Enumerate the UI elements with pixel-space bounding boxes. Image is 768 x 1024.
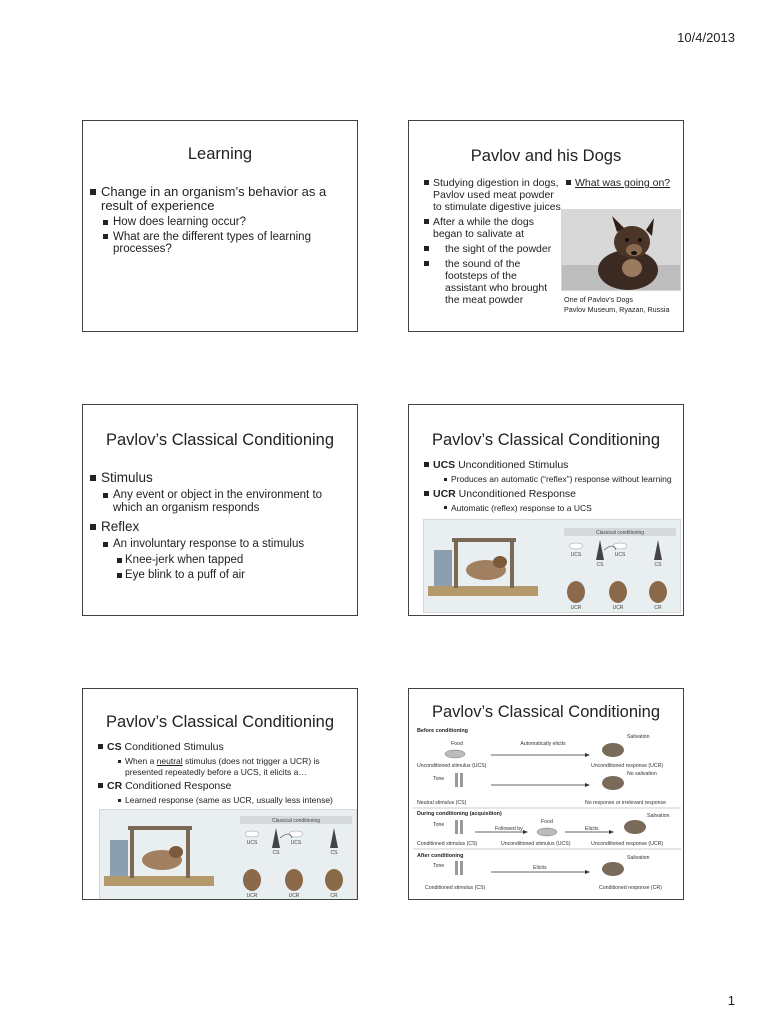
slide-pavlov-dogs bbox=[408, 120, 684, 332]
svg-text:No response or irrelevant resp: No response or irrelevant response bbox=[585, 800, 667, 806]
sub-sub-bullet: Knee-jerk when tapped bbox=[87, 554, 351, 567]
page-date: 10/4/2013 bbox=[677, 30, 735, 45]
svg-text:UCR: UCR bbox=[246, 893, 258, 899]
slide-title: Pavlov and his Dogs bbox=[470, 147, 622, 165]
svg-text:Classical conditioning: Classical conditioning bbox=[271, 818, 321, 824]
bullet: Change in an organism’s behavior as a result of experience bbox=[87, 185, 351, 213]
sub-bullet: the sight of the powder bbox=[413, 243, 561, 255]
bullet: CS Conditioned Stimulus bbox=[87, 741, 355, 753]
svg-text:Food: Food bbox=[451, 741, 463, 747]
svg-text:UCS: UCS bbox=[570, 552, 582, 558]
svg-text:Elicits: Elicits bbox=[585, 826, 599, 832]
svg-text:CS: CS bbox=[330, 850, 338, 856]
slide-body bbox=[87, 471, 351, 584]
slide-title: Pavlov’s Classical Conditioning bbox=[431, 431, 661, 449]
svg-text:Automatically elicits: Automatically elicits bbox=[520, 741, 566, 747]
slide-classical-conditioning-2 bbox=[408, 404, 684, 616]
sub-bullet: Any event or object in the environment to which an organism responds bbox=[87, 489, 351, 514]
svg-text:Food: Food bbox=[541, 819, 553, 825]
slide-classical-conditioning-3 bbox=[82, 688, 358, 900]
bullet: UCS Unconditioned Stimulus bbox=[413, 459, 681, 471]
svg-text:After conditioning: After conditioning bbox=[417, 853, 464, 859]
svg-text:UCR: UCR bbox=[288, 893, 300, 899]
bullet: Studying digestion in dogs, Pavlov used meat powder to stimulate digestive juices bbox=[413, 177, 561, 213]
svg-text:CS: CS bbox=[654, 562, 662, 568]
sub-sub-bullet: Eye blink to a puff of air bbox=[87, 569, 351, 582]
svg-text:Conditioned stimulus (CS): Conditioned stimulus (CS) bbox=[417, 841, 478, 847]
slide-title: Pavlov’s Classical Conditioning bbox=[431, 703, 661, 721]
slide-classical-conditioning-4 bbox=[408, 688, 684, 900]
svg-text:Followed by: Followed by bbox=[495, 826, 523, 832]
sub-bullet: What are the different types of learning processes? bbox=[87, 231, 351, 256]
slide-title: Learning bbox=[187, 145, 253, 163]
svg-text:UCS: UCS bbox=[290, 840, 302, 846]
slide-body bbox=[413, 459, 681, 516]
svg-text:Salivation: Salivation bbox=[627, 855, 650, 861]
svg-text:Elicits: Elicits bbox=[533, 865, 547, 871]
photo-caption: One of Pavlov’s Dogs Pavlov Museum, Ryazan, Russia bbox=[564, 295, 670, 314]
bullet: Reflex bbox=[87, 520, 351, 534]
svg-text:CR: CR bbox=[654, 605, 662, 611]
sub-bullet: Learned response (same as UCR, usually less intense) bbox=[87, 795, 355, 806]
slide-title: Pavlov’s Classical Conditioning bbox=[105, 431, 335, 449]
conditioning-figure bbox=[423, 519, 681, 613]
svg-text:Tone: Tone bbox=[433, 822, 445, 828]
sub-bullet: When a neutral stimulus (does not trigger a UCR) is presented repeatedly before a UCS, it elicits a… bbox=[87, 756, 355, 777]
sub-bullet: An involuntary response to a stimulus bbox=[87, 538, 351, 551]
svg-text:Unconditioned stimulus (UCS): Unconditioned stimulus (UCS) bbox=[417, 763, 487, 769]
conditioning-figure bbox=[99, 809, 357, 900]
bullet: UCR Unconditioned Response bbox=[413, 488, 681, 500]
svg-text:Unconditioned response (UCR): Unconditioned response (UCR) bbox=[591, 841, 664, 847]
svg-text:Conditioned response (CR): Conditioned response (CR) bbox=[599, 885, 662, 891]
slide-classical-conditioning-1 bbox=[82, 404, 358, 616]
svg-text:Tone: Tone bbox=[433, 863, 445, 869]
slide-body bbox=[87, 185, 351, 258]
svg-text:Classical conditioning: Classical conditioning bbox=[595, 530, 645, 536]
svg-text:During conditioning (acquisiti: During conditioning (acquisition) bbox=[417, 811, 502, 817]
svg-text:UCR: UCR bbox=[612, 605, 624, 611]
svg-text:CS: CS bbox=[272, 850, 280, 856]
svg-text:CR: CR bbox=[330, 893, 338, 899]
question bbox=[555, 177, 683, 192]
slide-body bbox=[87, 741, 355, 809]
dog-photo bbox=[561, 209, 681, 291]
svg-text:Salivation: Salivation bbox=[647, 813, 670, 819]
slide-learning bbox=[82, 120, 358, 332]
svg-text:Salivation: Salivation bbox=[627, 734, 650, 740]
svg-text:Unconditioned stimulus (UCS): Unconditioned stimulus (UCS) bbox=[501, 841, 571, 847]
conditioning-diagram bbox=[413, 725, 681, 897]
svg-text:No salivation: No salivation bbox=[627, 771, 657, 777]
bullet: CR Conditioned Response bbox=[87, 780, 355, 792]
svg-text:UCS: UCS bbox=[246, 840, 258, 846]
slide-title: Pavlov’s Classical Conditioning bbox=[105, 713, 335, 731]
question-text: What was going on? bbox=[575, 177, 671, 189]
svg-text:Conditioned stimulus (CS): Conditioned stimulus (CS) bbox=[425, 885, 486, 891]
sub-bullet: Produces an automatic (“reflex”) response without learning bbox=[413, 474, 681, 485]
sub-bullet: How does learning occur? bbox=[87, 216, 351, 229]
svg-text:Unconditioned response (UCR): Unconditioned response (UCR) bbox=[591, 763, 664, 769]
page-number: 1 bbox=[727, 993, 735, 1008]
svg-text:Tone: Tone bbox=[433, 776, 445, 782]
svg-text:UCR: UCR bbox=[570, 605, 582, 611]
svg-text:UCS: UCS bbox=[614, 552, 626, 558]
sub-bullet: the sound of the footsteps of the assistant who brought the meat powder bbox=[413, 258, 561, 306]
bullet: After a while the dogs began to salivate at bbox=[413, 216, 561, 240]
svg-text:CS: CS bbox=[596, 562, 604, 568]
slide-body bbox=[413, 177, 561, 309]
bullet: Stimulus bbox=[87, 471, 351, 485]
sub-bullet: Automatic (reflex) response to a UCS bbox=[413, 503, 681, 514]
svg-text:Before conditioning: Before conditioning bbox=[417, 728, 468, 734]
svg-text:Neutral stimulus (CS): Neutral stimulus (CS) bbox=[417, 800, 467, 806]
